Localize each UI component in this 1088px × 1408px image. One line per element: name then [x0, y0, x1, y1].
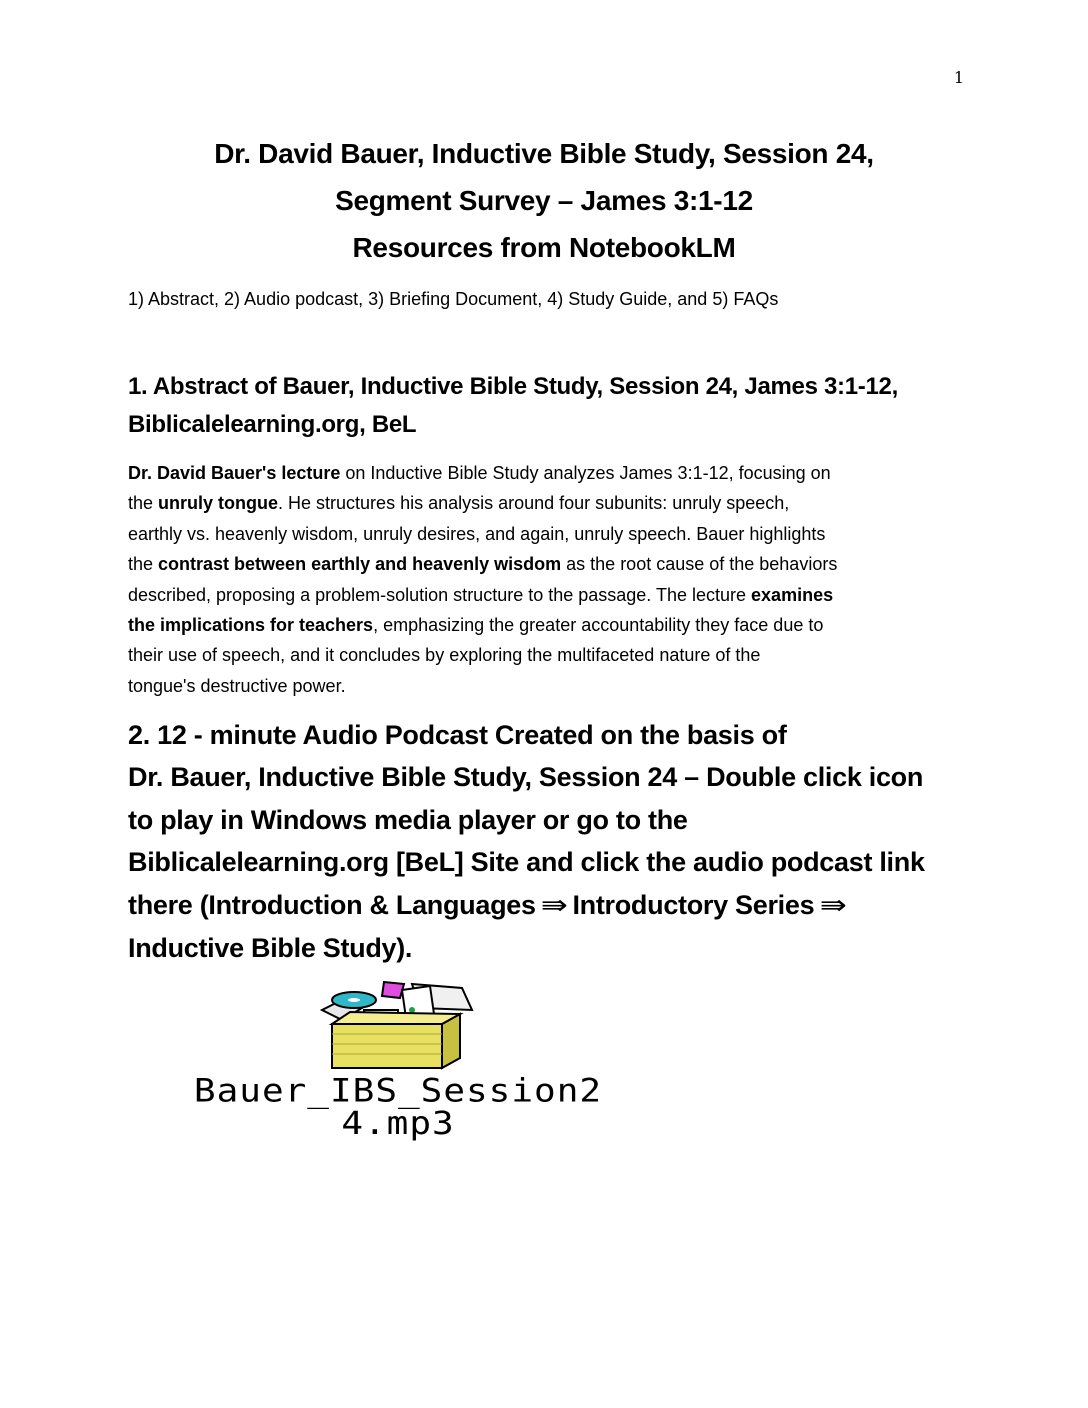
- bold-text: examines: [751, 584, 834, 605]
- arrow-icon: ⇛: [540, 889, 568, 921]
- section-2-line-5-b: Introductory Series: [565, 889, 822, 920]
- text: described, proposing a problem-solution structure to the passage. The lecture: [128, 584, 752, 605]
- text: . He structures his analysis around four subunits: unruly speech,: [278, 493, 790, 514]
- text: the: [128, 554, 159, 575]
- bold-text: Dr. David Bauer's lecture: [128, 463, 341, 483]
- section-2-line-1: 2. 12 - minute Audio Podcast Created on the basis of: [128, 720, 787, 750]
- section-2-line-5-a: there (Introduction & Languages: [128, 889, 543, 920]
- bold-text: the implications for teachers: [128, 615, 374, 636]
- bold-text: contrast between earthly and heavenly wisdom: [158, 554, 562, 575]
- section-1-heading-line-2: Biblicalelearning.org, BeL: [128, 411, 417, 438]
- attachment-filename[interactable]: [128, 1072, 668, 1143]
- page-title: [100, 130, 988, 271]
- section-2-line-2: Dr. Bauer, Inductive Bible Study, Session 24 – Double click icon: [128, 762, 924, 793]
- section-2-line-6: Inductive Bible Study).: [128, 933, 413, 964]
- text: earthly vs. heavenly wisdom, unruly desires, and again, unruly speech. Bauer highlights: [128, 523, 826, 544]
- abstract-paragraph: [128, 458, 968, 701]
- page-number: 1: [953, 68, 964, 87]
- title-line-2: Segment Survey – James 3:1-12: [335, 185, 753, 216]
- filename-line-1: Bauer_IBS_Session2: [193, 1072, 603, 1110]
- title-line-1: Dr. David Bauer, Inductive Bible Study, Session 24,: [214, 138, 874, 169]
- section-2-line-3: to play in Windows media player or go to the: [128, 804, 688, 835]
- text: tongue's destructive power.: [128, 675, 346, 696]
- text: on Inductive Bible Study analyzes James 3:1-12, focusing on: [340, 463, 831, 483]
- contents-summary: 1) Abstract, 2) Audio podcast, 3) Briefing Document, 4) Study Guide, and 5) FAQs: [128, 289, 779, 309]
- section-1-heading: [128, 368, 978, 444]
- section-2-line-4: Biblicalelearning.org [BeL] Site and click the audio podcast link: [128, 847, 925, 878]
- package-icon[interactable]: [312, 980, 482, 1072]
- text: their use of speech, and it concludes by exploring the multifaceted nature of the: [128, 645, 761, 666]
- section-1-heading-line-1: 1. Abstract of Bauer, Inductive Bible Study, Session 24, James 3:1-12,: [128, 373, 898, 400]
- text: the: [128, 493, 159, 514]
- title-line-3: Resources from NotebookLM: [352, 232, 736, 263]
- arrow-icon: ⇛: [819, 889, 847, 921]
- text: as the root cause of the behaviors: [561, 554, 838, 575]
- filename-line-2: 4.mp3: [341, 1105, 455, 1143]
- text: , emphasizing the greater accountability they face due to: [373, 615, 824, 636]
- bold-text: unruly tongue: [158, 493, 279, 514]
- section-2-heading: [128, 714, 988, 969]
